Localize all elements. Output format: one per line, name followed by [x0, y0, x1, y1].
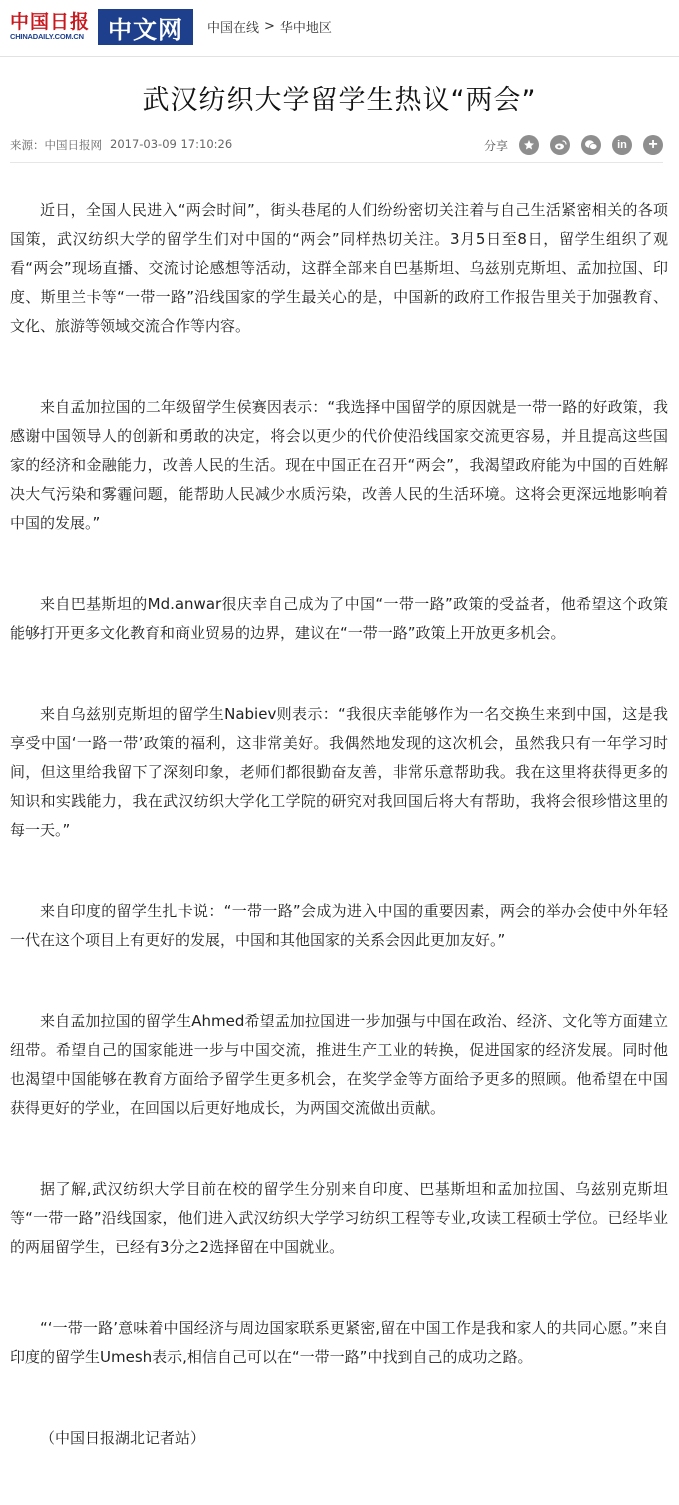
paragraph-6: 来自孟加拉国的留学生Ahmed希望孟加拉国进一步加强与中国在政治、经济、文化等方面建立纽带。希望自己的国家能进一步与中国交流，推进生产工业的转换，促进国家的经济发展。同时他也渴望中国能够在教育方面给予留学生更多机会，在奖学金等方面给予更多的照顾。他希望在中国获得更好的学业，在回国以后更好地成长，为两国交流做出贡献。 [10, 1012, 668, 1117]
weibo-icon[interactable] [550, 135, 570, 155]
site-logo[interactable] [10, 9, 193, 45]
site-header [0, 0, 679, 57]
breadcrumb-central-china[interactable]: 华中地区 [279, 21, 332, 36]
article-title: 武汉纺织大学留学生热议“两会” [142, 85, 537, 116]
logo-chinese-text: 中国日报 [10, 11, 91, 33]
share-label: 分享 [483, 138, 508, 153]
linkedin-icon[interactable]: in [612, 135, 632, 155]
plus-icon[interactable]: + [643, 135, 663, 155]
breadcrumb-separator: > [264, 19, 275, 34]
logo-english-text: CHINADAILY.COM.CN [10, 32, 84, 41]
article-byline: （中国日报湖北记者站） [40, 1429, 206, 1447]
breadcrumb [207, 17, 332, 36]
qzone-star-icon[interactable] [519, 135, 539, 155]
article-timestamp: 2017-03-09 17:10:26 [110, 137, 233, 151]
meta-info [10, 137, 232, 153]
article-meta [10, 128, 663, 163]
paragraph-3: 来自巴基斯坦的Md.anwar很庆幸自己成为了中国“一带一路”政策的受益者，他希望这个政策能够打开更多文化教育和商业贸易的边界，建议在“一带一路”政策上开放更多机会。 [10, 595, 668, 642]
paragraph-5: 来自印度的留学生扎卡说：“一带一路”会成为进入中国的重要因素，两会的举办会使中外年轻一代在这个项目上有更好的发展，中国和其他国家的关系会因此更加友好。” [10, 902, 668, 949]
paragraph-7: 据了解,武汉纺织大学目前在校的留学生分别来自印度、巴基斯坦和孟加拉国、乌兹别克斯坦等“一带一路”沿线国家，他们进入武汉纺织大学学习纺织工程等专业,攻读工程硕士学位。已经毕业的两届留学生，已经有3分之2选择留在中国就业。 [10, 1180, 668, 1256]
article-body [10, 196, 668, 1505]
wechat-icon[interactable] [581, 135, 601, 155]
paragraph-2: 来自孟加拉国的二年级留学生侯赛因表示：“我选择中国留学的原因就是一带一路的好政策，我感谢中国领导人的创新和勇敢的决定，将会以更少的代价使沿线国家交流更容易，并且提高这些国家的经济和金融能力，改善人民的生活。现在中国正在召开“两会”，我渴望政府能为中国的百姓解决大气污染和雾霾问题，能帮助人民减少水质污染，改善人民的生活环境。这将会更深远地影响着中国的发展。” [10, 398, 668, 532]
paragraph-1: 近日，全国人民进入“两会时间”，街头巷尾的人们纷纷密切关注着与自己生活紧密相关的各项国策，武汉纺织大学的留学生们对中国的“两会”同样热切关注。3月5日至8日，留学生组织了观看“两会”现场直播、交流讨论感想等活动，这群全部来自巴基斯坦、乌兹别克斯坦、孟加拉国、印度、斯里兰卡等“一带一路”沿线国家的学生最关心的是，中国新的政府工作报告里关于加强教育、文化、旅游等领域交流合作等内容。 [10, 201, 668, 335]
share-bar [484, 135, 663, 155]
breadcrumb-china-online[interactable]: 中国在线 [207, 21, 260, 36]
logo-zhongwenwang: 中文网 [98, 9, 193, 45]
paragraph-8: “‘一带一路’意味着中国经济与周边国家联系更紧密,留在中国工作是我和家人的共同心愿。”来自印度的留学生Umesh表示,相信自己可以在“一带一路”中找到自己的成功之路。 [10, 1319, 668, 1366]
paragraph-4: 来自乌兹别克斯坦的留学生Nabiev则表示：“我很庆幸能够作为一名交换生来到中国，这是我享受中国‘一路一带’政策的福利，这非常美好。我偶然地发现的这次机会，虽然我只有一年学习时间，但这里给我留下了深刻印象，老师们都很勤奋友善，非常乐意帮助我。我在这里将获得更多的知识和实践能力，我在武汉纺织大学化工学院的研究对我回国后将大有帮助，我将会很珍惜这里的每一天。” [10, 705, 668, 839]
logo-left [10, 9, 98, 45]
article-source: 来源：中国日报网 [10, 138, 102, 152]
